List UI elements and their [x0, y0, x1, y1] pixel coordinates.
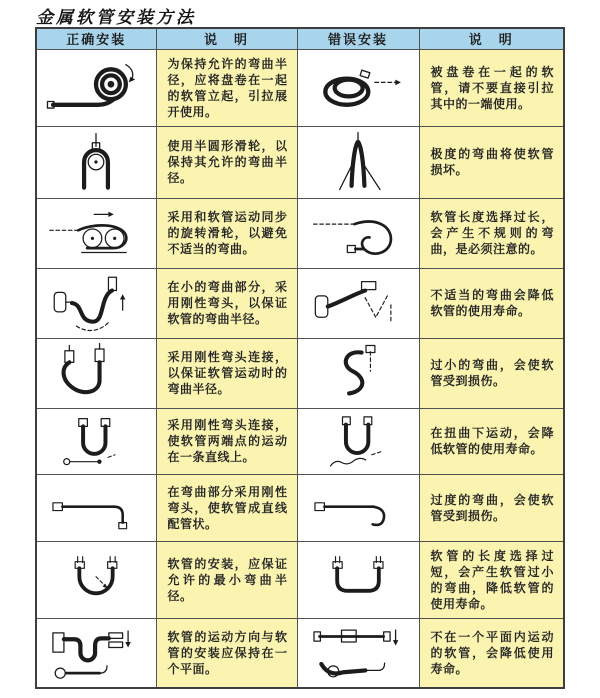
aligned-u-bend-icon: [40, 410, 152, 472]
note-text: 软管的运动方向与软管的安装应保持在一个平面。: [167, 629, 288, 676]
straight-run-elbow-icon: [40, 477, 152, 539]
note-text: 采用刚性弯头连接，以保证软管运动时的弯曲半径。: [167, 350, 288, 396]
table-row: [36, 474, 564, 541]
rigid-elbow-connection-icon: [40, 341, 152, 405]
table-row: [36, 126, 564, 198]
header-explain-2: 说 明: [419, 28, 564, 49]
table-row: [36, 338, 564, 408]
note-text: 不适当的弯曲会降低软管的使用寿命。: [430, 288, 554, 318]
note-text: 过小的弯曲，会使软管受到损伤。: [430, 358, 554, 388]
note-text: 极度的弯曲将使软管损坏。: [430, 147, 554, 177]
header-explain-1: 说 明: [156, 28, 297, 49]
extreme-fold-icon: [302, 129, 414, 195]
improper-bend-icon: [302, 271, 414, 335]
note-text: 在小的弯曲部分，采用刚性弯头，以保证软管的弯曲半径。: [167, 280, 288, 326]
flat-coil-pull-icon: [302, 54, 414, 122]
rigid-elbow-small-bend-icon: [40, 271, 152, 335]
installation-table: [35, 27, 565, 689]
twisted-u-bend-icon: [302, 410, 414, 472]
table-row: [36, 618, 564, 688]
table-row: [36, 198, 564, 268]
table-row: [36, 49, 564, 126]
semicircular-pulley-icon: [40, 129, 152, 195]
table-row: [36, 408, 564, 474]
note-text: 不在一个平面内运动的软管，会降低使用寿命。: [430, 629, 554, 676]
page-title: 金属软管安装方法: [36, 8, 196, 28]
note-text: 软管的安装，应保证允许的最小弯曲半径。: [167, 556, 288, 603]
tight-s-bend-icon: [302, 341, 414, 405]
coplanar-motion-icon: [40, 620, 152, 686]
header-correct: 正确安装: [36, 28, 156, 49]
note-text: 在扭曲下运动，会降低软管的使用寿命。: [430, 426, 554, 456]
note-text: 软管的长度选择过短，会产生软管过小的弯曲，降低软管的使用寿命。: [430, 548, 554, 611]
note-text: 在弯曲部分采用刚性弯头，使软管成直线配管状。: [167, 484, 288, 531]
note-text: 采用和软管运动同步的旋转滑轮，以避免不适当的弯曲。: [167, 210, 288, 256]
table-row: [36, 541, 564, 618]
min-bend-radius-u-icon: [40, 550, 152, 610]
note-text: 过度的弯曲，会使软管受到损伤。: [430, 492, 554, 523]
note-text: 为保持允许的弯曲半径，应将盘卷在一起的软管立起，引拉展开使用。: [167, 56, 288, 119]
note-text: 使用半圆形滑轮，以保持其允许的弯曲半径。: [167, 139, 288, 185]
standing-coil-icon: [40, 54, 152, 122]
table-header-row: [36, 28, 564, 49]
synchronized-rollers-icon: [40, 201, 152, 265]
short-hose-tight-u-icon: [302, 550, 414, 610]
header-wrong: 错误安装: [297, 28, 419, 49]
note-text: 采用刚性弯头连接，使软管两端点的运动在一条直线上。: [167, 418, 288, 464]
note-text: 被盘卷在一起的软管，请不要直接引拉其中的一端使用。: [430, 64, 554, 111]
irregular-loop-icon: [302, 201, 414, 265]
note-text: 软管长度选择过长，会产生不规则的弯曲，是必须注意的。: [430, 210, 554, 256]
table-row: [36, 268, 564, 338]
overbent-hook-icon: [302, 477, 414, 539]
non-coplanar-motion-icon: [302, 620, 414, 686]
